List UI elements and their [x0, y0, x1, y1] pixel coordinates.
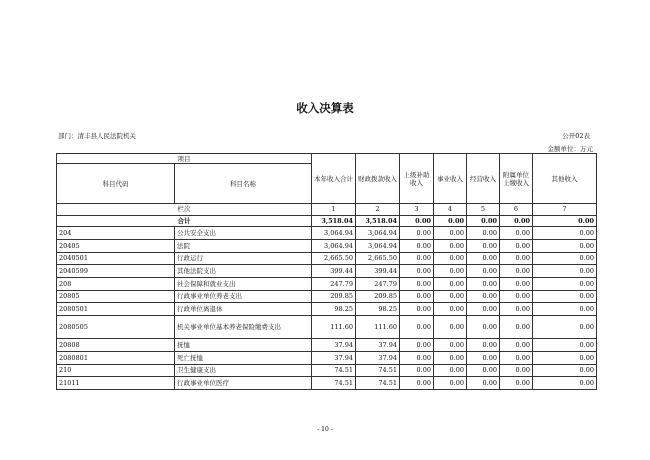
- row-code: 21011: [57, 377, 175, 390]
- index-num: 1: [312, 204, 356, 216]
- page-number: - 10 -: [317, 426, 333, 433]
- row-value: 399.44: [312, 265, 356, 278]
- row-value: 0.00: [400, 265, 434, 278]
- row-value: 0.00: [434, 303, 467, 316]
- header-col-5: 经营收入: [467, 154, 500, 204]
- row-value: 0.00: [400, 227, 434, 240]
- index-num: 5: [467, 204, 500, 216]
- total-value: 0.00: [434, 215, 467, 227]
- row-value: 0.00: [434, 364, 467, 377]
- row-value: 0.00: [533, 364, 597, 377]
- total-value: 0.00: [533, 215, 597, 227]
- header-col-6: 附属单位上缴收入: [500, 154, 533, 204]
- total-value: 0.00: [400, 215, 434, 227]
- row-value: 111.60: [312, 316, 356, 339]
- row-value: 209.85: [312, 290, 356, 303]
- row-name: 行政单位离退休: [175, 303, 312, 316]
- row-code: 2040599: [57, 265, 175, 278]
- row-code: 2080501: [57, 303, 175, 316]
- row-value: 0.00: [434, 239, 467, 252]
- row-name: 机关事业单位基本养老保险缴费支出: [175, 316, 312, 339]
- row-value: 0.00: [500, 316, 533, 339]
- row-value: 0.00: [500, 351, 533, 364]
- index-num: 6: [500, 204, 533, 216]
- header-col-3: 上级补助收入: [400, 154, 434, 204]
- row-value: 0.00: [467, 377, 500, 390]
- revenue-table: [56, 153, 597, 390]
- row-value: 0.00: [467, 252, 500, 265]
- row-value: 247.79: [312, 277, 356, 290]
- row-value: 0.00: [533, 351, 597, 364]
- row-value: 0.00: [400, 239, 434, 252]
- row-value: 0.00: [467, 303, 500, 316]
- row-value: 0.00: [533, 316, 597, 339]
- row-value: 0.00: [467, 239, 500, 252]
- total-value: 3,518.04: [312, 215, 356, 227]
- row-name: 抚恤: [175, 339, 312, 352]
- total-value: 0.00: [500, 215, 533, 227]
- row-value: 0.00: [500, 239, 533, 252]
- row-value: 37.94: [356, 351, 400, 364]
- row-value: 0.00: [400, 252, 434, 265]
- row-value: 0.00: [500, 252, 533, 265]
- index-label: 栏次: [57, 204, 312, 216]
- row-value: 0.00: [500, 339, 533, 352]
- row-value: 0.00: [533, 290, 597, 303]
- row-value: 74.51: [356, 377, 400, 390]
- row-value: 0.00: [400, 339, 434, 352]
- total-label: 合计: [57, 215, 312, 227]
- index-num: 3: [400, 204, 434, 216]
- unit-label: 金额单位：万元: [547, 145, 593, 153]
- row-code: 208: [57, 277, 175, 290]
- row-value: 37.94: [312, 339, 356, 352]
- row-value: 3,064.94: [312, 239, 356, 252]
- row-code: 20405: [57, 239, 175, 252]
- row-value: 0.00: [434, 290, 467, 303]
- row-value: 0.00: [533, 377, 597, 390]
- row-value: 0.00: [467, 364, 500, 377]
- table-row: [57, 351, 597, 364]
- page-title: 收入决算表: [296, 101, 354, 115]
- table-row: [57, 339, 597, 352]
- row-code: 20808: [57, 339, 175, 352]
- row-code: 20805: [57, 290, 175, 303]
- row-value: 98.25: [356, 303, 400, 316]
- row-code: 2080505: [57, 316, 175, 339]
- row-value: 0.00: [467, 290, 500, 303]
- header-item: 项目: [57, 154, 312, 164]
- row-value: 0.00: [533, 239, 597, 252]
- row-name: 死亡抚恤: [175, 351, 312, 364]
- table-row: [57, 290, 597, 303]
- row-value: 0.00: [400, 377, 434, 390]
- row-value: 0.00: [400, 290, 434, 303]
- row-value: 0.00: [467, 265, 500, 278]
- index-num: 2: [356, 204, 400, 216]
- row-value: 0.00: [400, 364, 434, 377]
- row-value: 0.00: [434, 265, 467, 278]
- row-name: 行政运行: [175, 252, 312, 265]
- header-col-1: 本年收入合计: [312, 154, 356, 204]
- table-row: [57, 277, 597, 290]
- row-value: 0.00: [467, 351, 500, 364]
- row-value: 2,665.50: [356, 252, 400, 265]
- table-row: [57, 265, 597, 278]
- row-name: 社会保障和就业支出: [175, 277, 312, 290]
- row-value: 247.79: [356, 277, 400, 290]
- index-num: 7: [533, 204, 597, 216]
- index-num: 4: [434, 204, 467, 216]
- row-value: 111.60: [356, 316, 400, 339]
- row-value: 0.00: [500, 290, 533, 303]
- table-row: [57, 303, 597, 316]
- row-name: 行政事业单位医疗: [175, 377, 312, 390]
- row-value: 0.00: [467, 316, 500, 339]
- header-col-4: 事业收入: [434, 154, 467, 204]
- row-value: 0.00: [467, 227, 500, 240]
- row-name: 其他法院支出: [175, 265, 312, 278]
- row-value: 0.00: [533, 339, 597, 352]
- row-value: 0.00: [400, 277, 434, 290]
- row-value: 0.00: [533, 252, 597, 265]
- row-value: 74.51: [312, 364, 356, 377]
- header-col-2: 财政拨款收入: [356, 154, 400, 204]
- row-value: 0.00: [434, 316, 467, 339]
- row-value: 0.00: [533, 227, 597, 240]
- header-name: 科目名称: [175, 164, 312, 204]
- row-value: 3,064.94: [312, 227, 356, 240]
- row-value: 0.00: [434, 252, 467, 265]
- row-code: 2080801: [57, 351, 175, 364]
- row-name: 行政事业单位养老支出: [175, 290, 312, 303]
- row-value: 0.00: [467, 277, 500, 290]
- row-name: 法院: [175, 239, 312, 252]
- row-value: 0.00: [467, 339, 500, 352]
- total-row: [57, 215, 597, 227]
- row-value: 74.51: [312, 377, 356, 390]
- row-code: 2040501: [57, 252, 175, 265]
- row-value: 98.25: [312, 303, 356, 316]
- row-value: 0.00: [400, 316, 434, 339]
- row-value: 0.00: [500, 277, 533, 290]
- row-value: 0.00: [533, 277, 597, 290]
- row-value: 0.00: [400, 303, 434, 316]
- row-value: 37.94: [312, 351, 356, 364]
- row-value: 0.00: [500, 227, 533, 240]
- header-code: 科目代码: [57, 164, 175, 204]
- row-code: 204: [57, 227, 175, 240]
- row-name: 公共安全支出: [175, 227, 312, 240]
- total-value: 3,518.04: [356, 215, 400, 227]
- row-value: 209.85: [356, 290, 400, 303]
- row-value: 0.00: [500, 303, 533, 316]
- table-row: [57, 239, 597, 252]
- table-code: 公开02表: [562, 132, 590, 140]
- row-value: 3,064.94: [356, 227, 400, 240]
- row-value: 37.94: [356, 339, 400, 352]
- row-value: 0.00: [533, 265, 597, 278]
- row-value: 74.51: [356, 364, 400, 377]
- row-value: 0.00: [400, 351, 434, 364]
- table-row: [57, 316, 597, 339]
- row-value: 0.00: [434, 339, 467, 352]
- department-label: 部门：清丰县人民法院机关: [58, 132, 136, 140]
- header-col-7: 其他收入: [533, 154, 597, 204]
- table-row: [57, 252, 597, 265]
- row-value: 0.00: [434, 277, 467, 290]
- table-row: [57, 364, 597, 377]
- index-row: [57, 204, 597, 216]
- row-value: 3,064.94: [356, 239, 400, 252]
- row-value: 0.00: [434, 377, 467, 390]
- table-row: [57, 377, 597, 390]
- row-value: 0.00: [500, 364, 533, 377]
- row-value: 2,665.50: [312, 252, 356, 265]
- row-value: 0.00: [434, 227, 467, 240]
- row-name: 卫生健康支出: [175, 364, 312, 377]
- row-value: 0.00: [500, 377, 533, 390]
- total-value: 0.00: [467, 215, 500, 227]
- table-row: [57, 227, 597, 240]
- row-value: 0.00: [533, 303, 597, 316]
- row-value: 399.44: [356, 265, 400, 278]
- row-value: 0.00: [434, 351, 467, 364]
- row-value: 0.00: [500, 265, 533, 278]
- row-code: 210: [57, 364, 175, 377]
